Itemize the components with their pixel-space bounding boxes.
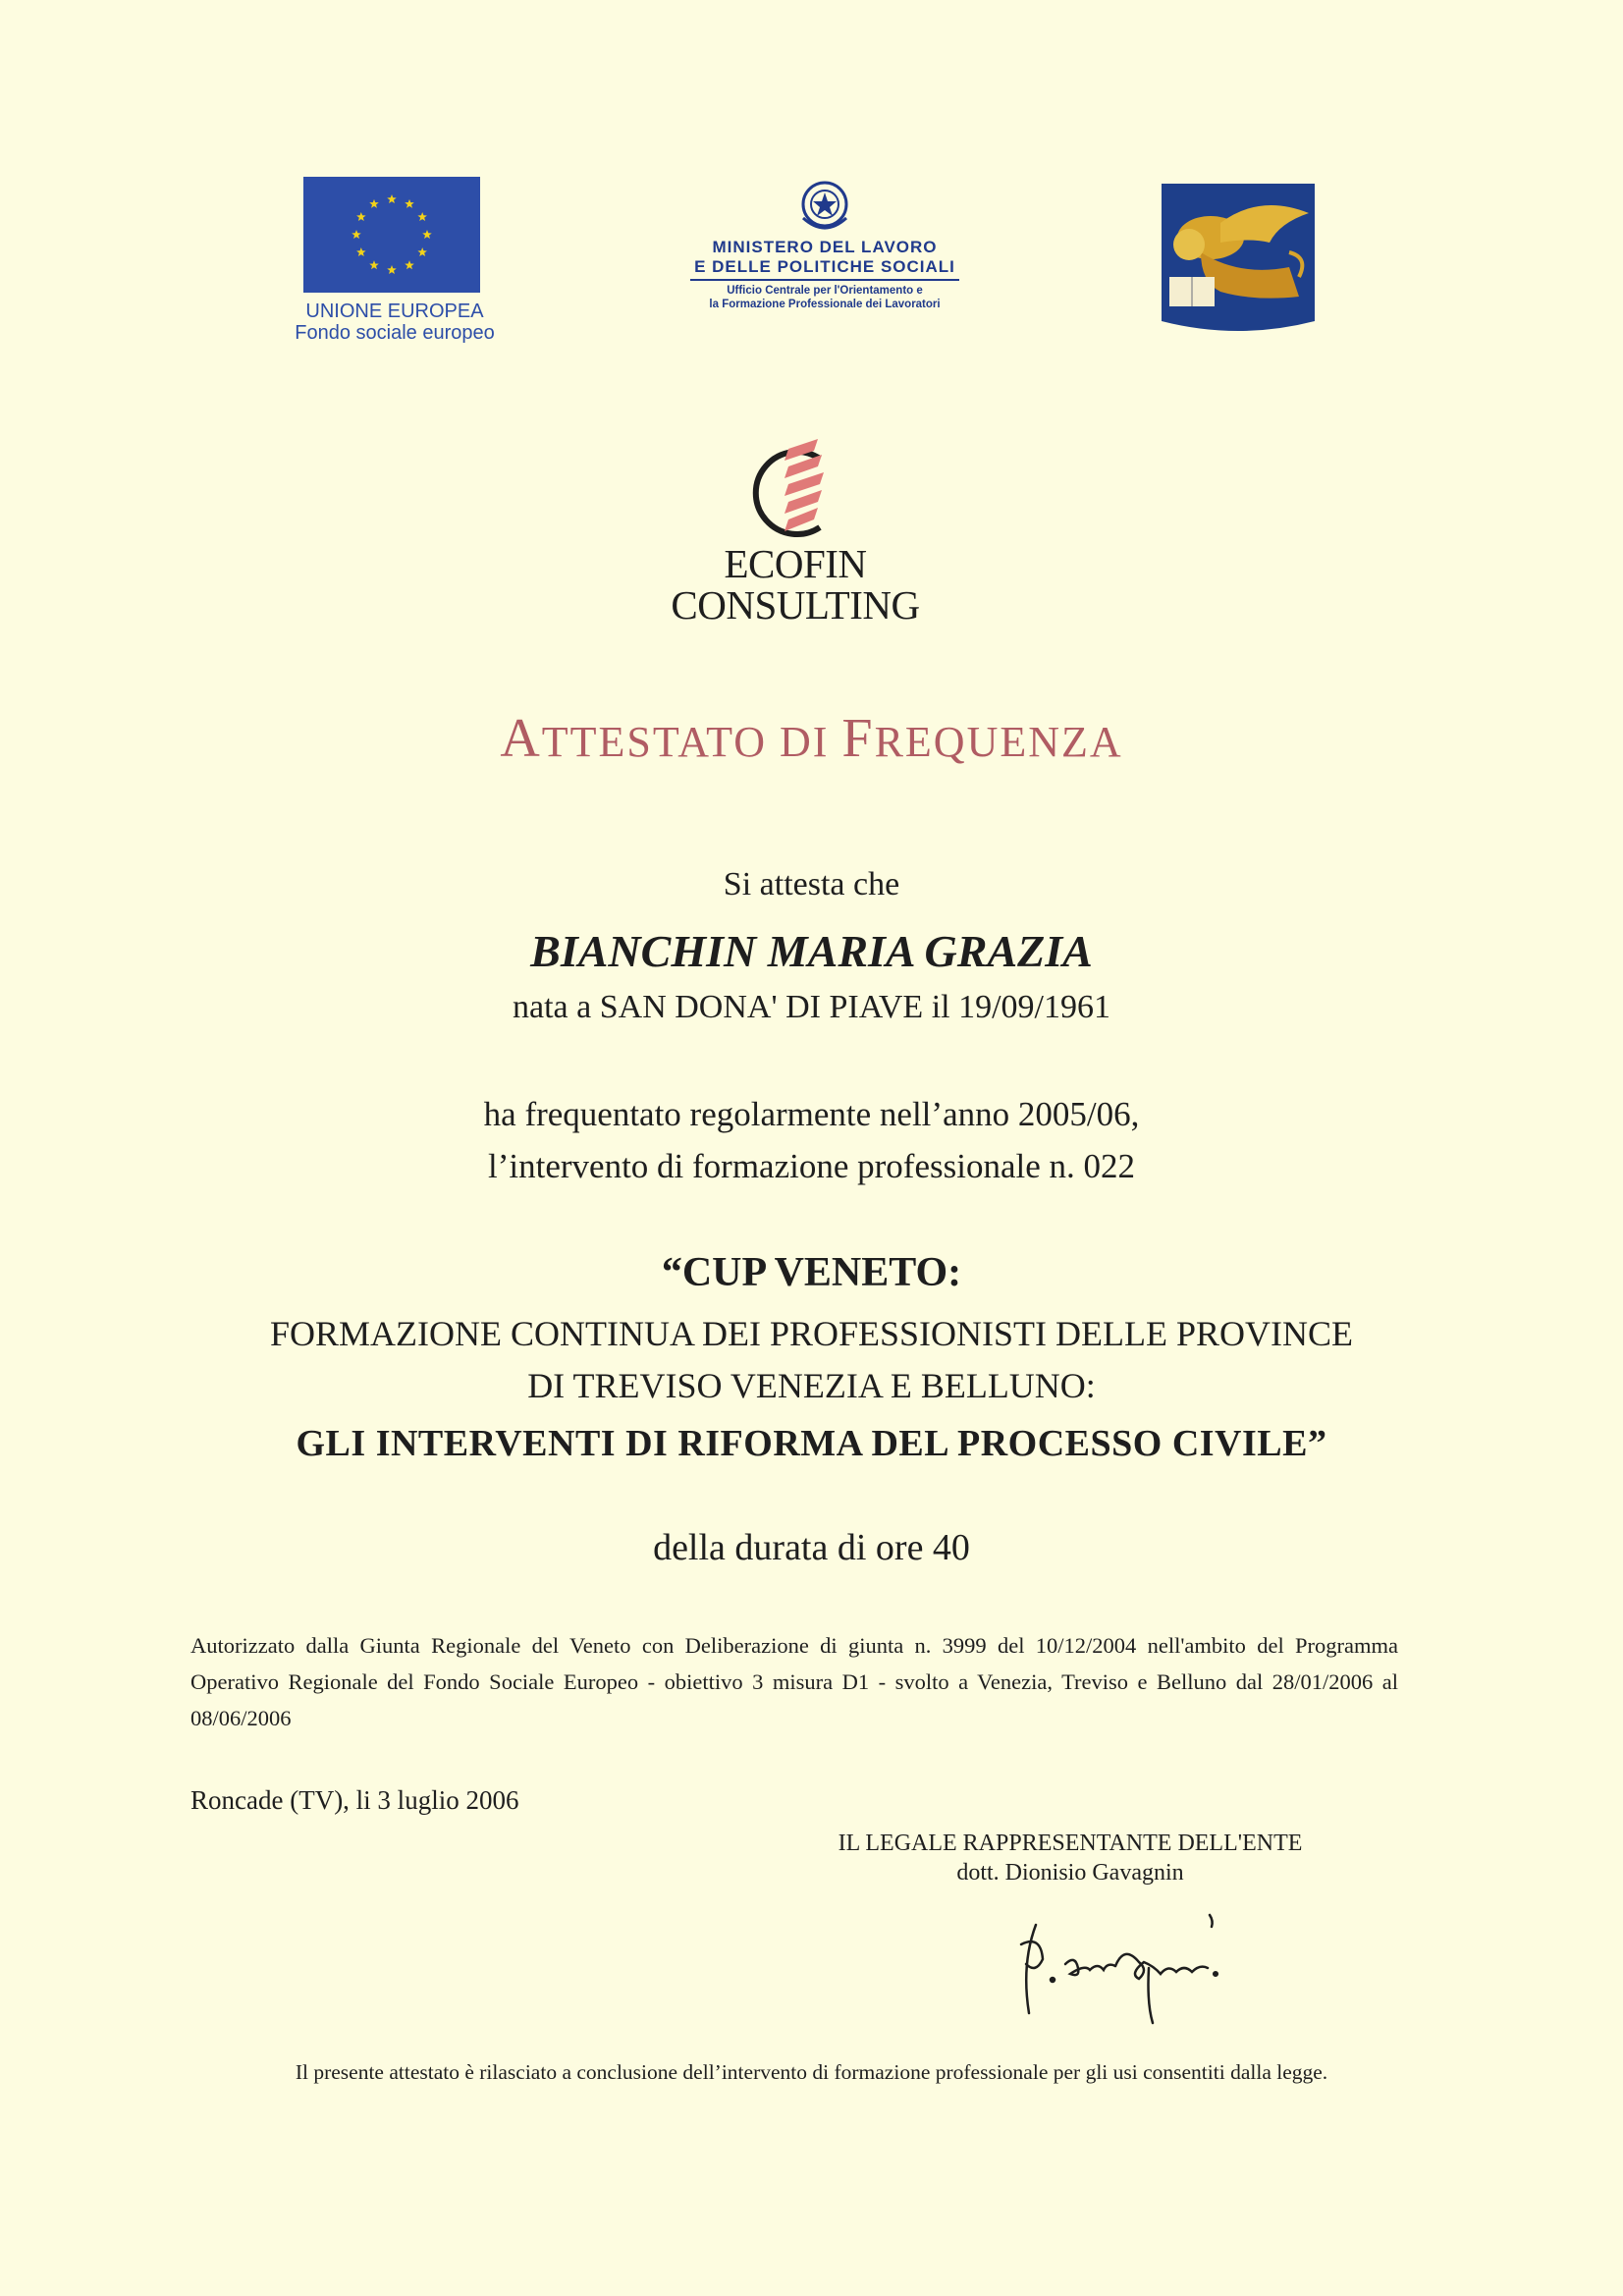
ecofin-logo-icon [731,437,839,545]
ministero-title-line2: E DELLE POLITICHE SOCIALI [690,257,959,281]
si-attesta-text: Si attesta che [723,866,900,902]
eu-logo-line2: Fondo sociale europeo [295,322,495,344]
place-date: Roncade (TV), li 3 luglio 2006 [190,1785,519,1815]
ecofin-wordmark [550,543,1041,626]
eu-star-icon [422,230,432,239]
course-title-line2: FORMAZIONE CONTINUA DEI PROFESSIONISTI DELLE PROVINCE [269,1314,1353,1353]
eu-star-icon [387,265,397,274]
eu-star-icon [356,212,366,221]
eu-logo-line1: UNIONE EUROPEA [305,301,484,322]
duration-text: della durata di ore 40 [653,1527,970,1568]
eu-star-icon [352,230,361,239]
title-part2: REQUENZA [874,718,1123,766]
eu-flag-icon [303,177,480,293]
signature-image [992,1905,1286,2033]
legal-representative-title: IL LEGALE RAPPRESENTANTE DELL'ENTE [838,1831,1303,1856]
ministero-sub-line1: Ufficio Centrale per l'Orientamento e [727,285,923,297]
regione-veneto-lion-icon [1162,184,1315,333]
footer-note: Il presente attestato è rilasciato a conclusione dell’intervento di formazione professionale per gli usi consentiti dalla legge. [295,2060,1328,2084]
eu-star-icon [405,260,414,269]
eu-star-icon [387,194,397,203]
title-initial-a: A [500,708,542,769]
attendance-text: ha frequentato regolarmente nell’anno 2005/06, [483,1095,1140,1133]
legal-representative-name: dott. Dionisio Gavagnin [956,1860,1184,1886]
course-title-line1: “CUP VENETO: [661,1250,962,1295]
eu-star-icon [417,212,427,221]
ministero-title-line1: MINISTERO DEL LAVORO [712,238,938,256]
birth-info: nata a SAN DONA' DI PIAVE il 19/09/1961 [513,989,1110,1025]
title-initial-f: F [841,708,875,769]
course-title-line4: GLI INTERVENTI DI RIFORMA DEL PROCESSO CIVILE” [296,1423,1327,1464]
eu-star-icon [356,247,366,256]
eu-star-icon [417,247,427,256]
course-title-line3: DI TREVISO VENEZIA E BELLUNO: [527,1366,1096,1405]
title-part1: TTESTATO DI [541,718,842,766]
ministero-logo [668,177,982,311]
ecofin-line1: ECOFIN [724,541,867,586]
eu-star-icon [369,260,379,269]
ministero-sub-line2: la Formazione Professionale dei Lavoratori [709,299,941,310]
eu-star-icon [405,199,414,208]
legal-representative-block [756,1829,1384,1887]
certificate-title [196,707,1427,770]
recipient-name: BIANCHIN MARIA GRAZIA [530,926,1093,976]
ecofin-line2: CONSULTING [671,582,920,628]
intervention-text: l’intervento di formazione professionale n. 022 [488,1147,1135,1185]
authorization-paragraph: Autorizzato dalla Giunta Regionale del Veneto con Deliberazione di giunta n. 3999 del 10/12/2004 nell'ambito del Programma Operativo Regionale del Fondo Sociale Europeo - obiettivo 3 misura D1 - svolto a Venezia, Treviso e Belluno dal 28/01/2006 al 08/06/2006 [190,1633,1398,1730]
italian-emblem-icon [795,177,854,238]
eu-star-icon [369,199,379,208]
